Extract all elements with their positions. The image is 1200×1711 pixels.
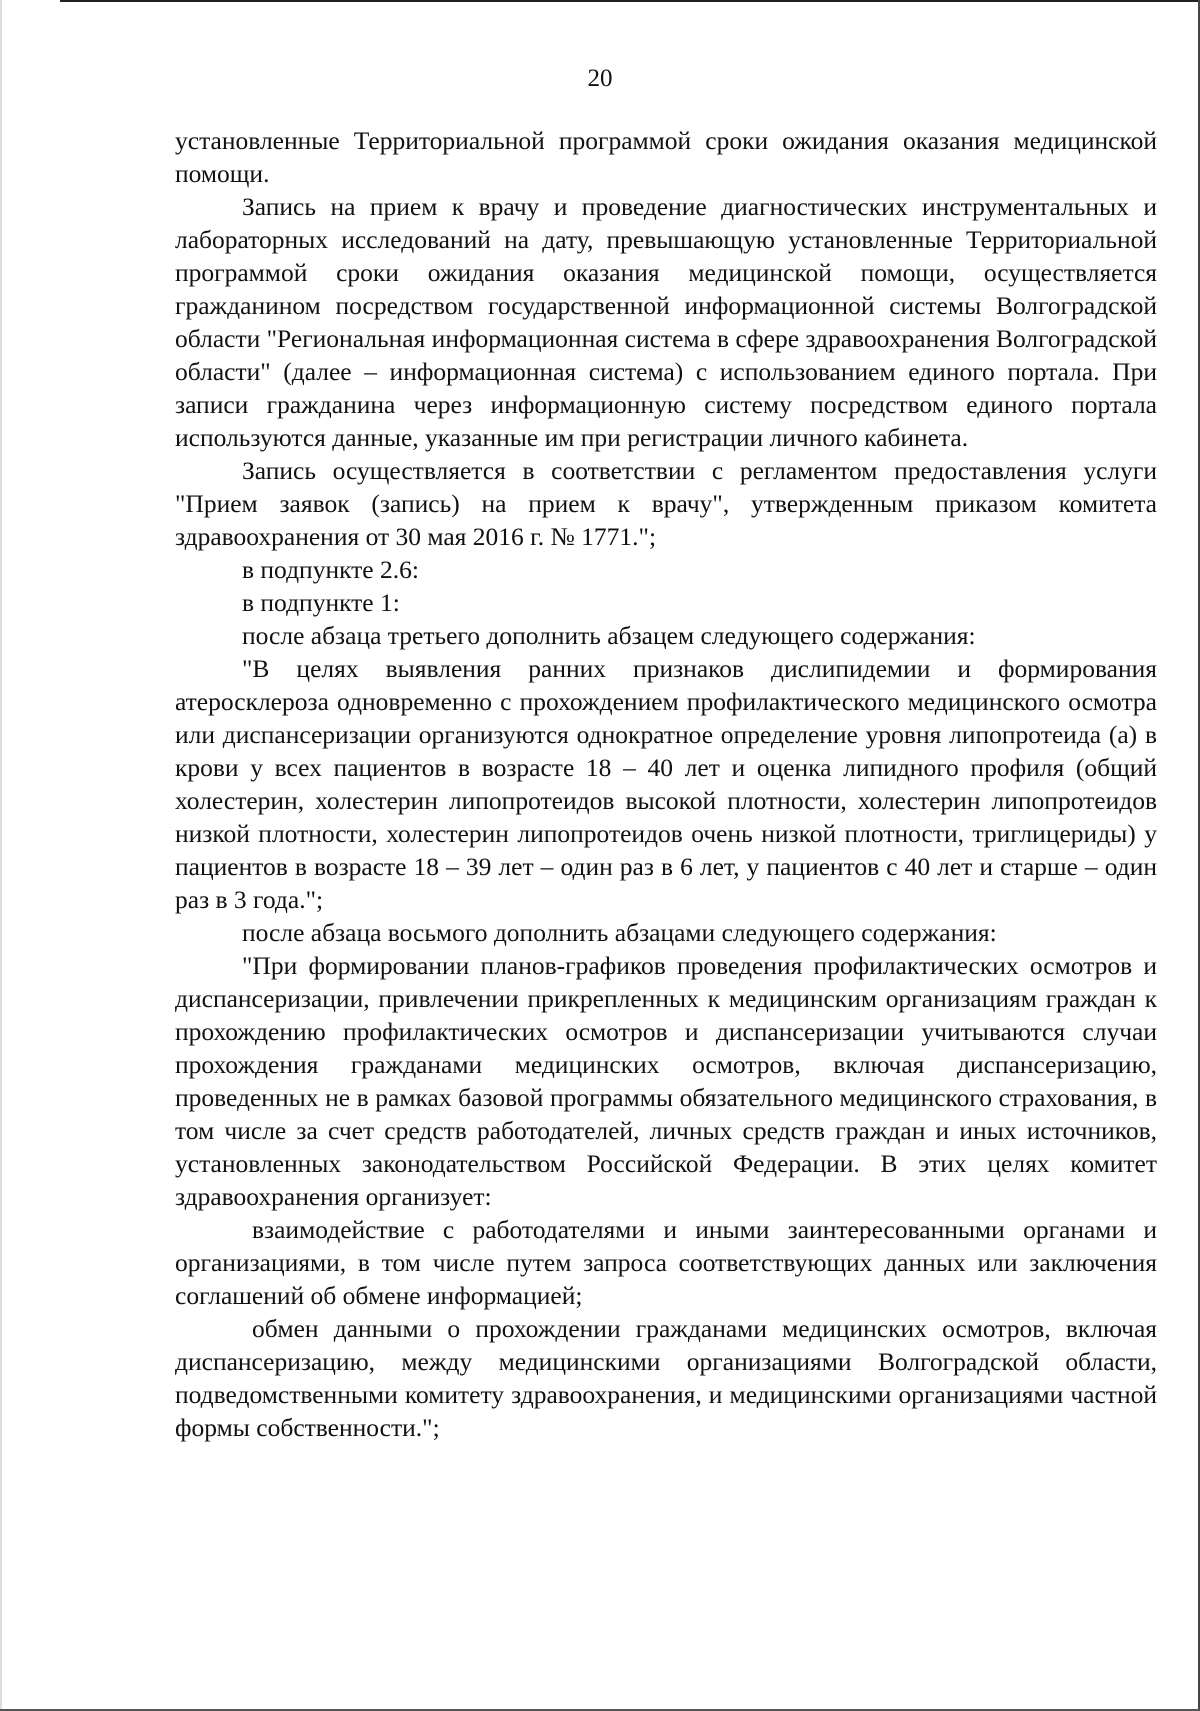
- paragraph-data-exchange: обмен данными о прохождении гражданами медицинских осмотров, включая диспансеризацию, между медицинскими организациями Волгоградской области, подведомственными комитету здравоохранения, и медицинскими организациями частной формы собственности.";: [175, 1314, 1157, 1442]
- paragraph-after-third: после абзаца третьего дополнить абзацем следующего содержания:: [242, 621, 976, 650]
- scan-edge-left: [0, 0, 2, 1711]
- document-body: [175, 124, 1157, 1444]
- paragraph-employer-interaction: взаимодействие с работодателями и иными заинтересованными органами и организациями, в том числе путем запроса соответствующих данных или заключения соглашений об обмене информацией;: [175, 1215, 1157, 1310]
- paragraph-subclause-1: в подпункте 1:: [242, 588, 400, 617]
- scan-edge-top: [60, 0, 1200, 2]
- paragraph-after-eighth: после абзаца восьмого дополнить абзацами следующего содержания:: [242, 918, 997, 947]
- paragraph-continuation: установленные Территориальной программой сроки ожидания оказания медицинской помощи.: [175, 126, 1157, 188]
- paragraph-dyslipidemia: "В целях выявления ранних признаков дислипидемии и формирования атеросклероза одновременно с прохождением профилактического медицинского осмотра или диспансеризации организуются однократное определение уровня липопротеида (а) в крови у всех пациентов в возрасте 18 – 40 лет и оценка липидного профиля (общий холестерин, холестерин липопротеидов высокой плотности, холестерин липопротеидов низкой плотности, холестерин липопротеидов очень низкой плотности, триглицериды) у пациентов в возрасте 18 – 39 лет – один раз в 6 лет, у пациентов с 40 лет и старше – один раз в 3 года.";: [175, 654, 1157, 914]
- page-number: 20: [587, 65, 613, 92]
- paragraph-appointment-booking: Запись на прием к врачу и проведение диагностических инструментальных и лабораторных исследований на дату, превышающую установленные Территориальной программой сроки ожидания оказания медицинской помощи, осуществляется гражданином посредством государственной информационной системы Волгоградской области "Региональная информационная система в сфере здравоохранения Волгоградской области" (далее – информационная система) с использованием единого портала. При записи гражданина через информационную систему посредством единого портала используются данные, указанные им при регистрации личного кабинета.: [175, 192, 1157, 452]
- paragraph-plans-schedules: "При формировании планов-графиков проведения профилактических осмотров и диспансеризации, привлечении прикрепленных к медицинским организациям граждан к прохождению профилактических осмотров и диспансеризации учитываются случаи прохождения гражданами медицинских осмотров, включая диспансеризацию, проведенных не в рамках базовой программы обязательного медицинского страхования, в том числе за счет средств работодателей, личных средств граждан и иных источников, установленных законодательством Российской Федерации. В этих целях комитет здравоохранения организует:: [175, 951, 1157, 1211]
- paragraph-subclause-2-6: в подпункте 2.6:: [242, 555, 419, 584]
- paragraph-regulation: Запись осуществляется в соответствии с регламентом предоставления услуги "Прием заявок (запись) на прием к врачу", утвержденным приказом комитета здравоохранения от 30 мая 2016 г. № 1771.";: [175, 456, 1157, 551]
